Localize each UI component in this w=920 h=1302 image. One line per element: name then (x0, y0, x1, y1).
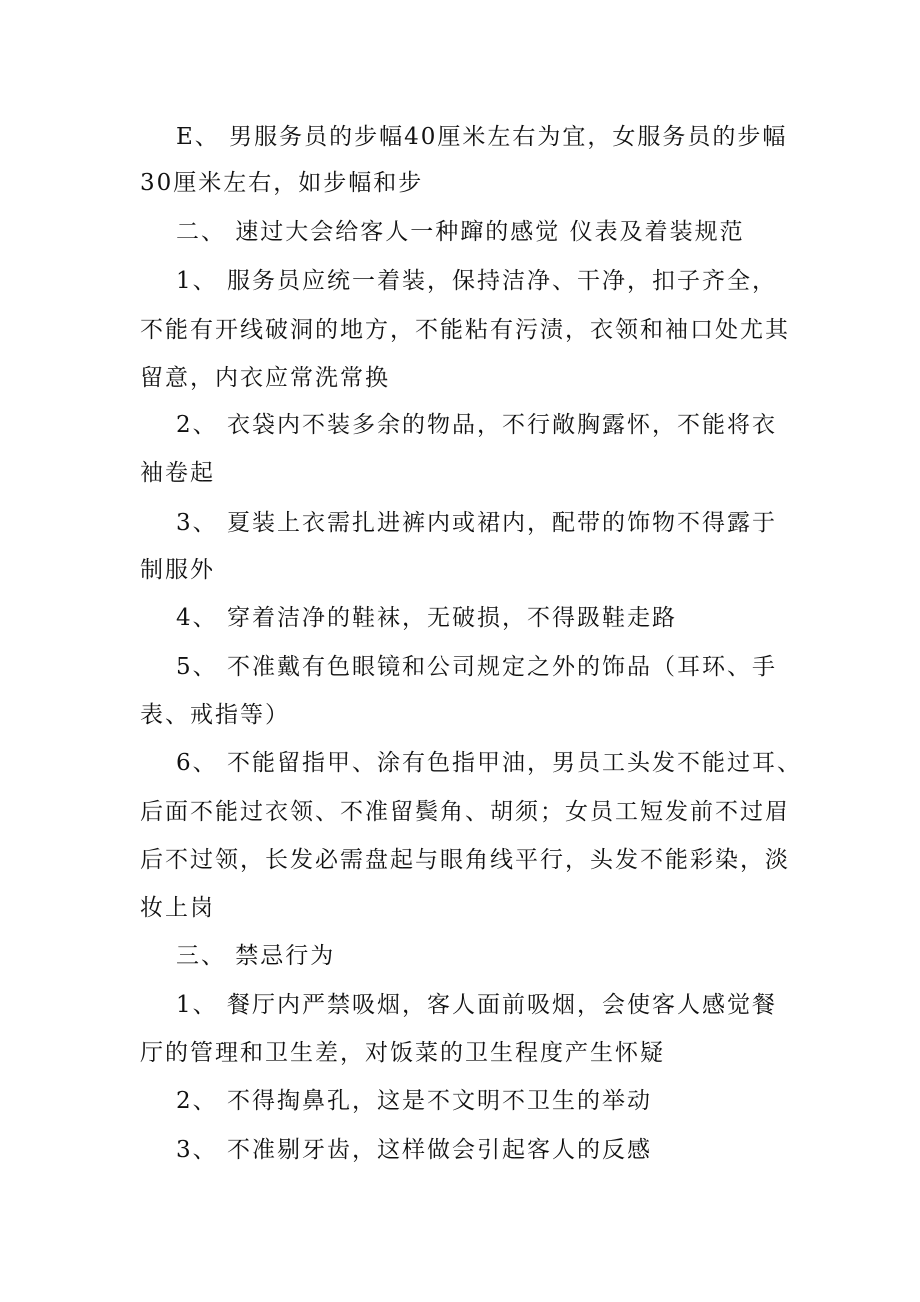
text-line: 3、 夏装上衣需扎进裤内或裙内，配带的饰物不得露于 (176, 510, 777, 536)
text-line: 不能有开线破洞的地方，不能粘有污渍，衣领和袖口处尤其 (140, 317, 790, 343)
text-line: 2、 衣袋内不装多余的物品，不行敞胸露怀，不能将衣 (176, 412, 777, 438)
text-line: 后不过领，长发必需盘起与眼角线平行，头发不能彩染，淡 (140, 847, 790, 873)
text-line: 厅的管理和卫生差，对饭菜的卫生程度产生怀疑 (140, 1040, 665, 1066)
text-line: 妆上岗 (140, 895, 215, 921)
text-line: 3、 不准剔牙齿，这样做会引起客人的反感 (176, 1137, 652, 1163)
text-line: 6、 不能留指甲、涂有色指甲油，男员工头发不能过耳、 (176, 750, 802, 776)
text-line: E、 男服务员的步幅40厘米左右为宜，女服务员的步幅 (176, 124, 788, 150)
text-line: 制服外 (140, 557, 215, 583)
text-line: 1、 餐厅内严禁吸烟，客人面前吸烟，会使客人感觉餐 (176, 992, 777, 1018)
section-heading: 三、 禁忌行为 (176, 943, 336, 969)
section-heading: 二、 速过大会给客人一种蹿的感觉 仪表及着装规范 (176, 219, 745, 245)
text-line: 留意，内衣应常洗常换 (140, 365, 390, 391)
text-line: 2、 不得掏鼻孔，这是不文明不卫生的举动 (176, 1088, 652, 1114)
text-line: 5、 不准戴有色眼镜和公司规定之外的饰品（耳环、手 (176, 654, 777, 680)
text-line: 1、 服务员应统一着装，保持洁净、干净，扣子齐全， (176, 268, 777, 294)
text-line: 4、 穿着洁净的鞋袜，无破损，不得趿鞋走路 (176, 605, 677, 631)
text-line: 30厘米左右，如步幅和步 (140, 170, 424, 196)
text-line: 表、戒指等） (140, 702, 290, 728)
text-line: 后面不能过衣领、不准留鬓角、胡须；女员工短发前不过眉 (140, 799, 790, 825)
text-line: 袖卷起 (140, 460, 215, 486)
